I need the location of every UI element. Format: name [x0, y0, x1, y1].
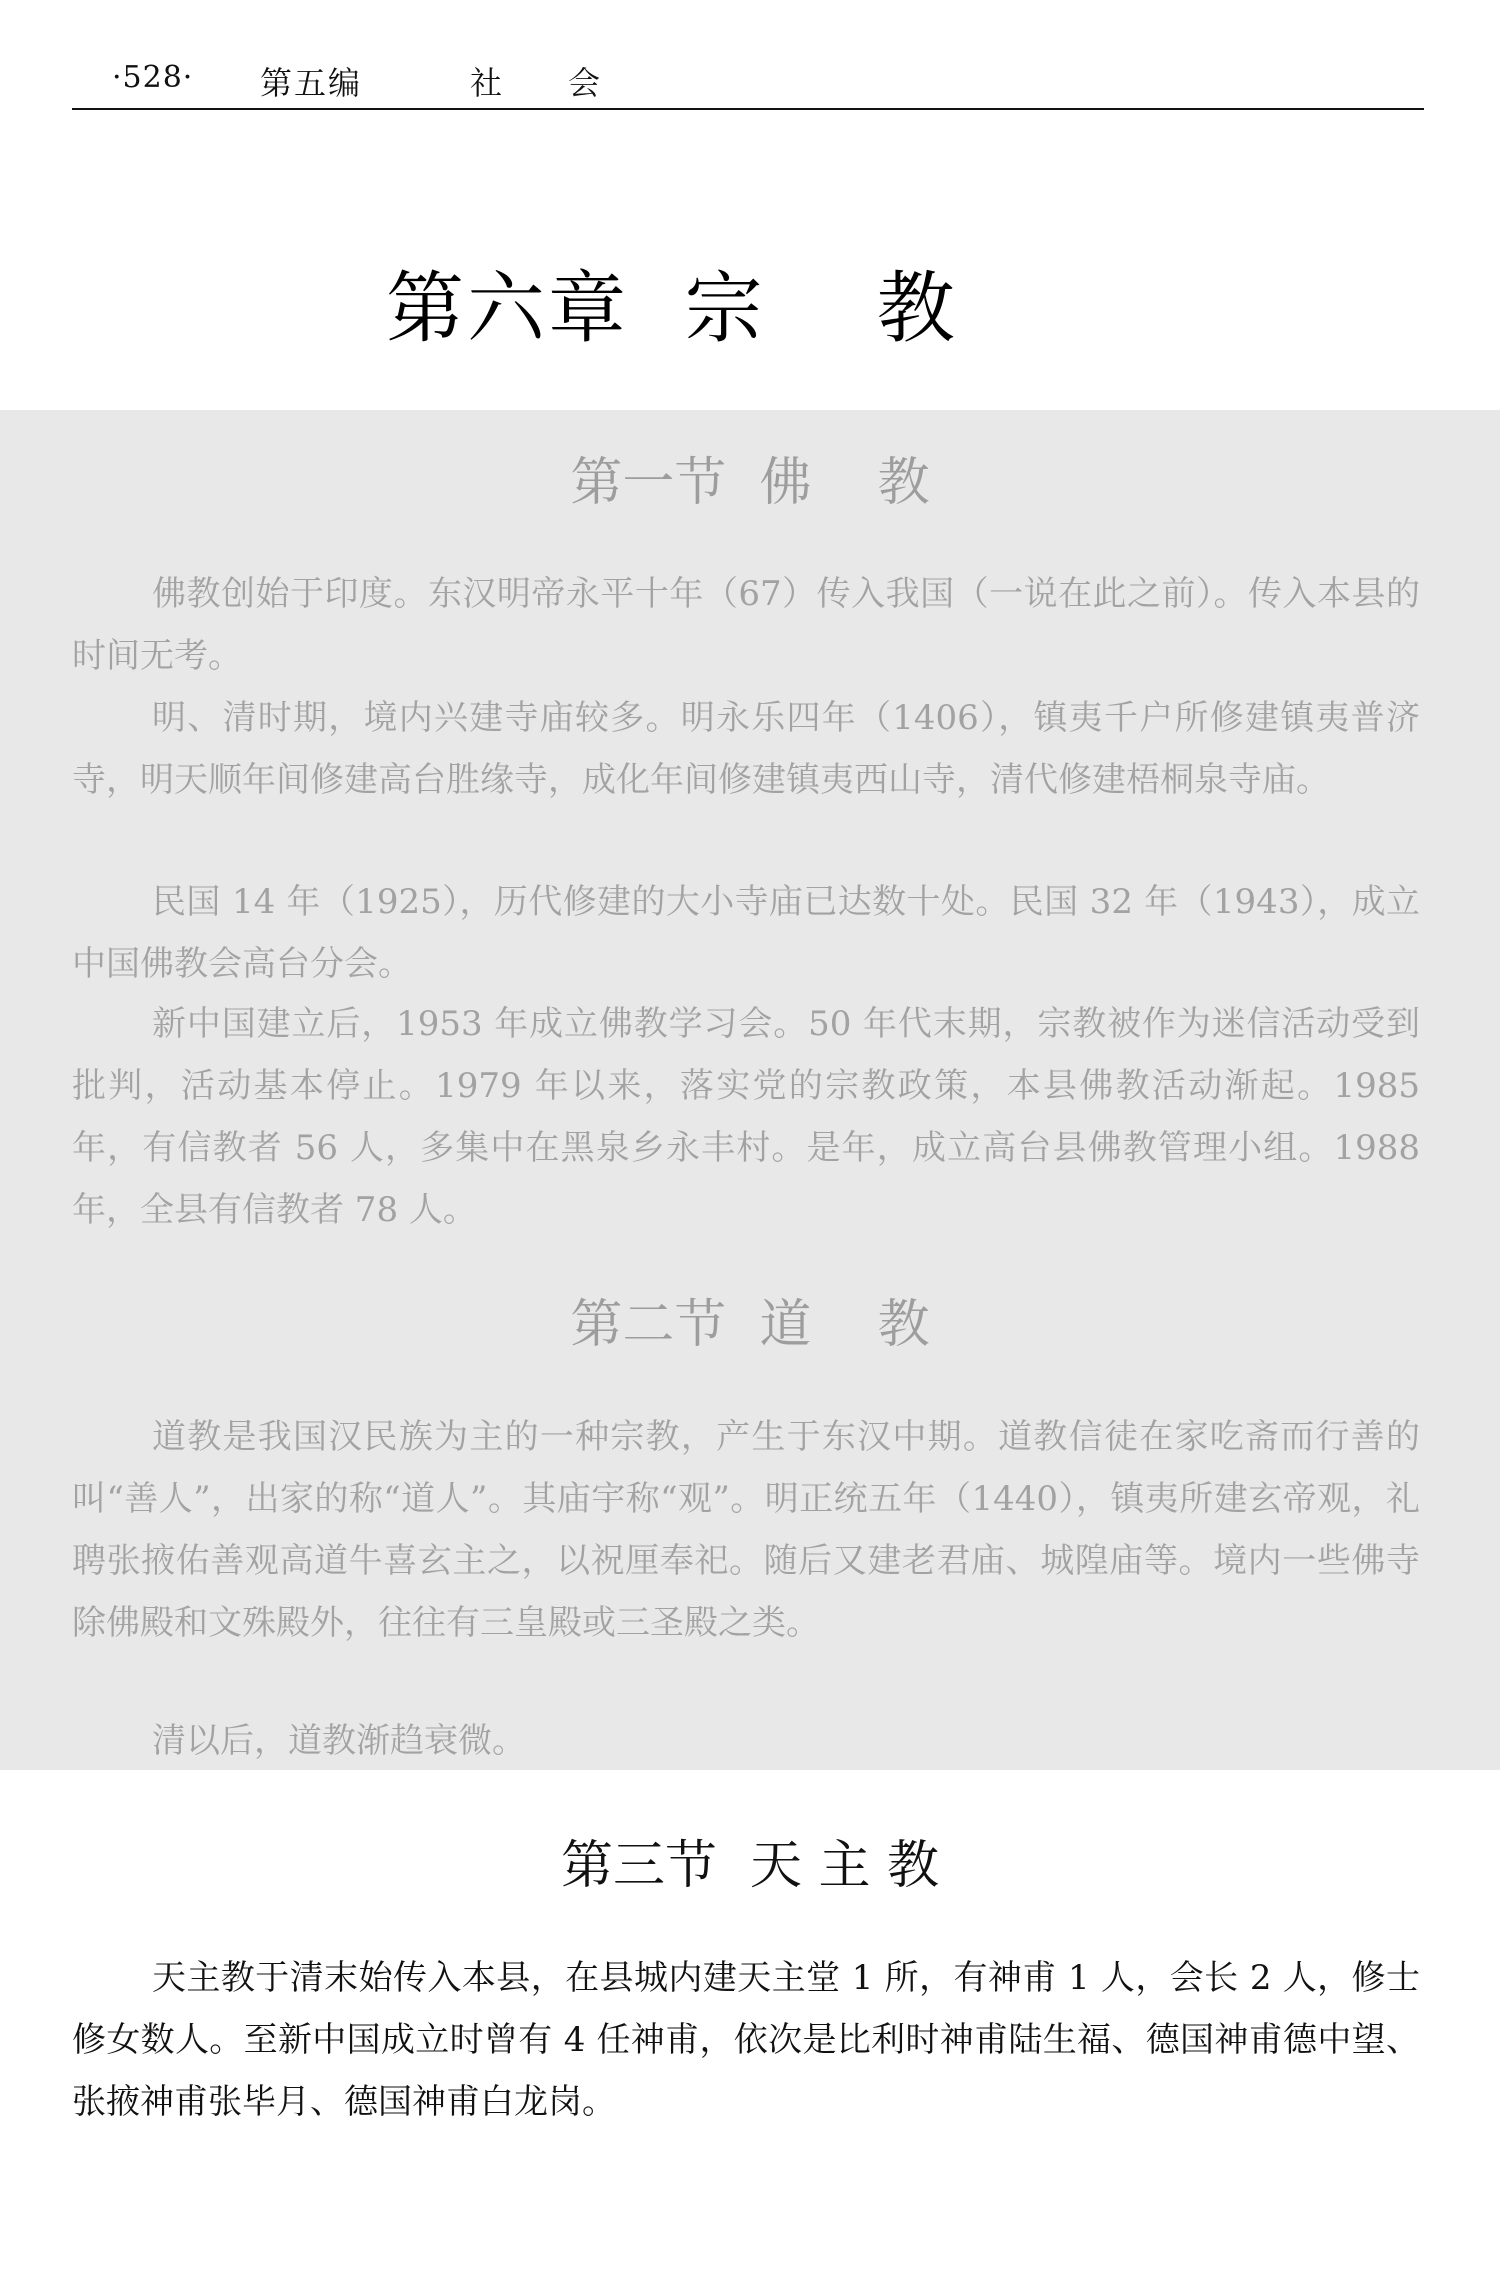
- chapter-title: 第六章 宗 教: [386, 264, 958, 354]
- part-section-label: 社会: [470, 64, 667, 102]
- section-title-buddhism: 第一节 佛 教: [570, 453, 930, 513]
- paragraph: 佛教创始于印度。东汉明帝永平十年（67）传入我国（一说在此之前）。传入本县的时间无考。: [72, 574, 1420, 676]
- section-title-taoism: 第二节 道 教: [570, 1295, 930, 1355]
- page-number: ·528·: [112, 60, 194, 95]
- paragraph: 道教是我国汉民族为主的一种宗教，产生于东汉中期。道教信徒在家吃斋而行善的叫“善人”，出家的称“道人”。其庙宇称“观”。明正统五年（1440），镇夷所建玄帝观，礼聘张掖佑善观高道牛喜玄主之，以祝厘奉祀。随后又建老君庙、城隍庙等。境内一些佛寺除佛殿和文殊殿外，往往有三皇殿或三圣殿之类。: [72, 1417, 1420, 1643]
- paragraph: 明、清时期，境内兴建寺庙较多。明永乐四年（1406），镇夷千户所修建镇夷普济寺，明天顺年间修建高台胜缘寺，成化年间修建镇夷西山寺，清代修建梧桐泉寺庙。: [72, 698, 1420, 800]
- paragraph: 天主教于清末始传入本县，在县城内建天主堂 1 所，有神甫 1 人，会长 2 人，修士修女数人。至新中国成立时曾有 4 任神甫，依次是比利时神甫陆生福、德国神甫德中望、张掖神甫张毕月、德国神甫白龙岗。: [72, 1958, 1420, 2122]
- section-title-catholicism: 第三节 天 主 教: [560, 1836, 940, 1896]
- paragraph: 民国 14 年（1925），历代修建的大小寺庙已达数十处。民国 32 年（1943），成立中国佛教会高台分会。: [72, 882, 1420, 984]
- paragraph: 新中国建立后，1953 年成立佛教学习会。50 年代末期，宗教被作为迷信活动受到批判，活动基本停止。1979 年以来，落实党的宗教政策，本县佛教活动渐起。1985 年，有信教者 56 人，多集中在黑泉乡永丰村。是年，成立高台县佛教管理小组。1988 年，全县有信教者 78 人。: [72, 1004, 1420, 1230]
- part-label: 第五编: [260, 64, 363, 102]
- running-header: [72, 52, 1424, 110]
- paragraph: 清以后，道教渐趋衰微。: [152, 1721, 526, 1761]
